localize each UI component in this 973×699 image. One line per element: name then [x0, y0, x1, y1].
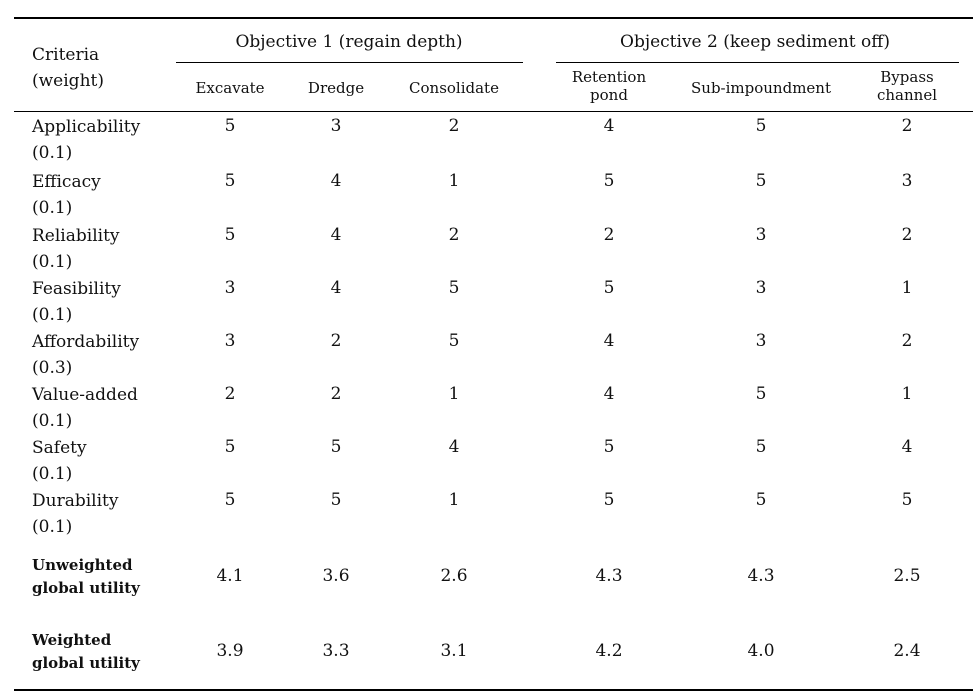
option-header-line1: Dredge: [307, 79, 365, 97]
option-header-line1: Consolidate: [409, 79, 499, 97]
criteria-name: Durability: [32, 491, 119, 511]
score-cell: 5: [603, 490, 615, 510]
score-cell: 3: [330, 116, 342, 136]
criteria-weight: (0.1): [32, 305, 73, 325]
score-cell: 2: [901, 116, 913, 136]
score-cell: 2: [901, 225, 913, 245]
score-cell: 4: [603, 384, 615, 404]
score-cell: 2: [448, 225, 460, 245]
score-cell: 4: [603, 331, 615, 351]
option-header-line1: Bypass: [880, 68, 934, 86]
score-cell: 5: [755, 490, 767, 510]
score-cell: 3: [901, 171, 913, 191]
score-cell: 3: [224, 278, 236, 298]
criteria-name: Applicability: [32, 117, 141, 137]
score-cell: 4: [448, 437, 460, 457]
score-cell: 2: [224, 384, 236, 404]
summary-label: [32, 554, 140, 600]
criteria-weight: (0.1): [32, 252, 73, 272]
utility-cell: 2.5: [893, 566, 921, 586]
option-header-0: [195, 79, 264, 97]
score-cell: 3: [755, 331, 767, 351]
score-cell: 2: [901, 331, 913, 351]
criteria-name: Value-added: [32, 385, 138, 405]
score-cell: 2: [603, 225, 615, 245]
objective1-underline: [176, 62, 523, 63]
score-cell: 4: [330, 278, 342, 298]
top-rule: [14, 17, 973, 19]
score-cell: 4: [901, 437, 913, 457]
score-cell: 4: [330, 225, 342, 245]
score-cell: 5: [224, 116, 236, 136]
criteria-label: Criteria: [32, 45, 100, 65]
option-header-3: [572, 68, 646, 104]
criteria-cell: [32, 488, 118, 540]
score-cell: 5: [901, 490, 913, 510]
score-cell: 5: [448, 278, 460, 298]
score-cell: 5: [330, 490, 342, 510]
score-cell: 4: [330, 171, 342, 191]
utility-cell: 3.6: [322, 566, 350, 586]
criteria-name: Reliability: [32, 226, 120, 246]
criteria-cell: [32, 276, 121, 328]
criteria-name: Efficacy: [32, 172, 101, 192]
criteria-cell: [32, 382, 138, 434]
score-cell: 1: [901, 278, 913, 298]
score-cell: 2: [448, 116, 460, 136]
criteria-name: Affordability: [32, 332, 140, 352]
criteria-weight: (0.1): [32, 143, 73, 163]
utility-cell: 4.1: [216, 566, 244, 586]
score-cell: 5: [603, 437, 615, 457]
criteria-cell: [32, 223, 120, 275]
score-cell: 5: [755, 116, 767, 136]
option-header-line2: channel: [877, 86, 937, 104]
utility-cell: 3.3: [322, 641, 350, 661]
utility-cell: 3.1: [440, 641, 468, 661]
criteria-name: Feasibility: [32, 279, 121, 299]
option-header-line1: Retention: [571, 68, 647, 86]
option-header-4: [691, 79, 831, 97]
header-rule: [14, 111, 973, 112]
criteria-weight: (0.1): [32, 198, 73, 218]
score-cell: 3: [755, 225, 767, 245]
option-header-2: [409, 79, 499, 97]
score-cell: 5: [224, 225, 236, 245]
objective2-underline: [556, 62, 959, 63]
utility-cell: 2.4: [893, 641, 921, 661]
option-header-line2: pond: [590, 86, 628, 104]
criteria-cell: [32, 114, 140, 166]
objective2-header: Objective 2 (keep sediment off): [620, 32, 890, 52]
score-cell: 5: [448, 331, 460, 351]
weight-label: (weight): [32, 71, 104, 91]
utility-cell: 2.6: [440, 566, 468, 586]
score-cell: 5: [330, 437, 342, 457]
criteria-name: Safety: [32, 438, 87, 458]
summary-label: [32, 629, 140, 675]
summary-label-line1: Unweighted: [32, 556, 133, 574]
criteria-cell: [32, 435, 87, 487]
criteria-cell: [32, 329, 139, 381]
utility-cell: 4.3: [747, 566, 775, 586]
score-cell: 5: [224, 171, 236, 191]
objective1-header: Objective 1 (regain depth): [235, 32, 463, 52]
score-cell: 1: [448, 490, 460, 510]
score-cell: 2: [330, 331, 342, 351]
summary-label-line2: global utility: [32, 654, 140, 672]
score-cell: 5: [755, 437, 767, 457]
criteria-cell: [32, 169, 101, 221]
score-cell: 2: [330, 384, 342, 404]
score-cell: 5: [603, 171, 615, 191]
option-header-line1: Excavate: [195, 79, 265, 97]
criteria-weight: (0.1): [32, 517, 73, 537]
score-cell: 1: [448, 384, 460, 404]
score-cell: 5: [224, 437, 236, 457]
score-cell: 1: [448, 171, 460, 191]
utility-cell: 4.0: [747, 641, 775, 661]
summary-label-line1: Weighted: [32, 631, 112, 649]
score-cell: 5: [224, 490, 236, 510]
option-header-1: [308, 79, 364, 97]
score-cell: 1: [901, 384, 913, 404]
option-header-line1: Sub-impoundment: [691, 79, 831, 97]
utility-cell: 4.2: [595, 641, 623, 661]
bottom-rule: [14, 689, 973, 691]
criteria-weight: (0.1): [32, 411, 73, 431]
criteria-weight: (0.3): [32, 358, 73, 378]
score-cell: 4: [603, 116, 615, 136]
summary-label-line2: global utility: [32, 579, 140, 597]
score-cell: 5: [755, 384, 767, 404]
utility-cell: 4.3: [595, 566, 623, 586]
score-cell: 5: [755, 171, 767, 191]
score-cell: 3: [755, 278, 767, 298]
utility-cell: 3.9: [216, 641, 244, 661]
option-header-5: [877, 68, 937, 104]
score-cell: 5: [603, 278, 615, 298]
criteria-header: [32, 42, 104, 94]
criteria-weight: (0.1): [32, 464, 73, 484]
score-cell: 3: [224, 331, 236, 351]
